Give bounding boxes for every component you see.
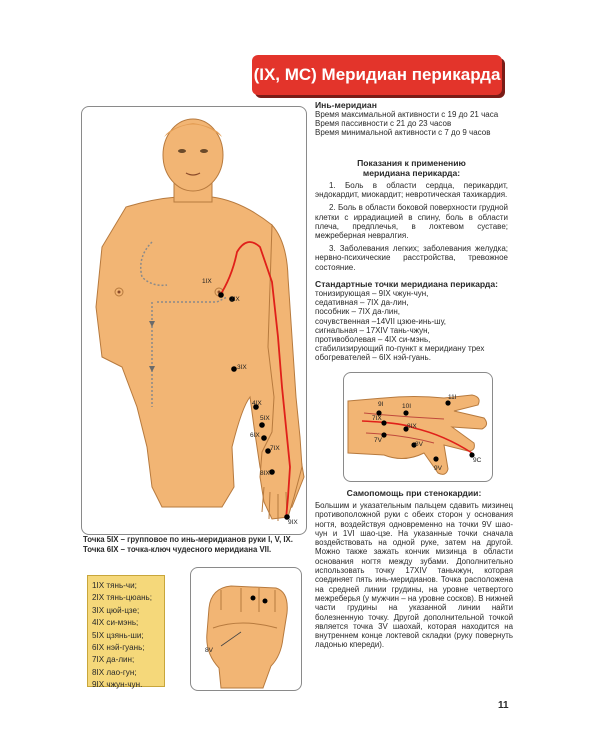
indication-item: 1. Боль в области сердца, перикардит, эндокардит, миокардит; невротическая тахикардия.: [315, 181, 508, 200]
hand-illustration: [344, 373, 492, 481]
legend-item: 4IX си-мэнь;: [92, 618, 139, 628]
self-help-heading: Самопомощь при стенокардии:: [346, 488, 482, 498]
hand-point-label: 7V: [374, 437, 382, 444]
point-label: 9IX: [288, 519, 298, 526]
point-label: 1IX: [202, 278, 212, 285]
title-banner: [252, 55, 502, 95]
point-label: 4IX: [252, 400, 262, 407]
hand-point-label: 11I: [448, 394, 457, 401]
legend-item: 2IX тянь-цюань;: [92, 593, 153, 603]
standard-point-line: стабилизирующий по-пункт к меридиану трех: [315, 344, 485, 354]
fist-illustration: [191, 568, 301, 690]
legend-item: 7IX да-лин;: [92, 655, 135, 665]
point-label: 2IX: [230, 296, 240, 303]
legend-item: 5IX цзянь-ши;: [92, 630, 144, 640]
indications-section: [315, 158, 508, 272]
standard-points-section: [315, 279, 525, 363]
page-number: 11: [498, 700, 509, 711]
hand-shape: [348, 395, 487, 474]
standard-point-line: противоболевая – 4IX си-мэнь,: [315, 335, 431, 345]
self-help-section: [315, 488, 513, 650]
standard-point-line: тонизирующая – 9IX чжун-чун,: [315, 289, 429, 298]
point-label: 6IX: [250, 432, 260, 439]
standard-point-line: седативная – 7IX да-лин,: [315, 298, 409, 308]
standard-point-line: сигнальная – 17XIV тань-чжун,: [315, 325, 430, 335]
indications-heading: Показания к применению: [357, 158, 466, 168]
hand-point-label: 7IX: [372, 415, 382, 422]
yin-line: Время пассивности с 21 до 23 часов: [315, 119, 452, 129]
page-title: (IX, МС) Меридиан перикарда: [253, 65, 501, 84]
points-legend: [87, 575, 165, 690]
hand-point-label: 8IX: [407, 423, 417, 430]
hand-point-label: 10I: [402, 403, 412, 410]
hand-point-label: 9I: [378, 401, 384, 408]
legend-item: 9IX чжун-чун.: [92, 680, 143, 690]
standard-point-line: пособник – 7IX да-лин,: [315, 307, 400, 317]
fist-figure-frame: [190, 567, 302, 691]
indication-item: 3. Заболевания легких; заболевания желудка; нервно-психические расстройства, тревожное состояние.: [315, 244, 508, 272]
point-label: 7IX: [270, 445, 280, 452]
hand-figure-frame: [343, 372, 493, 482]
standard-points-heading: Стандартные точки меридиана перикарда:: [315, 279, 499, 289]
yin-heading: Инь-меридиан: [315, 100, 377, 110]
legend-item: 6IX нэй-гуань;: [92, 643, 145, 653]
standard-point-line: сочувственная –14VII цзюе-инь-шу,: [315, 316, 446, 326]
yin-line: Время максимальной активности с 19 до 21 часа: [315, 110, 499, 119]
caption-line: Точка 5IX – групповое по инь-меридианов руки I, V, IX.: [83, 535, 293, 544]
self-help-text: Большим и указательным пальцем сдавить мизинец противоположной руки с обеих сторон у основания ногтя, воздействуя одновременно на точки 9V шао-чун и 1VI шао-цзе. На указанные точки сначала воздействовать на одной руке, затем на другой. Можно также зажать кончик мизинца в области основания ногтя между зубами. Дополнительно использовать точку 17XIV таньчжун, которая соединяет пять инь-меридианов. Точка расположена на средней линии грудины, на уровне четвертого межреберья (у мужчин – на уровне сосков). В нижней части грудины на указанной линии найти болезненную точку. Другой дополнительной точкой является точка 3V шаохай, которая находится на внутреннем конце локтевой складки (руку повернуть ладонью кпереди).: [315, 501, 513, 650]
figure-caption: [83, 535, 313, 554]
indication-item: 2. Боль в области боковой поверхности грудной клетки с иррадиацией в спину, боль в области плеча, предплечья, в локтевом суставе; межреберная невралгия.: [315, 203, 508, 241]
body-meridian-illustration: [82, 107, 306, 534]
legend-item: 1IX тянь-чи;: [92, 581, 137, 590]
yin-line: Время минимальной активности с 7 до 9 часов: [315, 128, 491, 138]
legend-item: 8IX лао-гун;: [92, 667, 137, 677]
body-figure-frame: [81, 106, 307, 535]
hand-point-label: 9V: [434, 465, 442, 472]
yin-section: [315, 100, 545, 138]
hand-point-label: 8V: [415, 441, 423, 448]
indications-heading: меридиана перикарда:: [362, 168, 461, 178]
legend-item: 3IX цюй-цзе;: [92, 605, 140, 615]
caption-line: Точка 6IX – точка-ключ чудесного меридиана VII.: [83, 544, 272, 554]
point-label: 8IX: [260, 470, 270, 477]
fist-point-label: 8V: [205, 647, 213, 654]
point-label: 5IX: [260, 415, 270, 422]
point-label: 3IX: [237, 364, 247, 371]
standard-point-line: обогревателей – 6IX нэй-гуань.: [315, 353, 431, 363]
hand-point-label: 9C: [473, 457, 482, 464]
